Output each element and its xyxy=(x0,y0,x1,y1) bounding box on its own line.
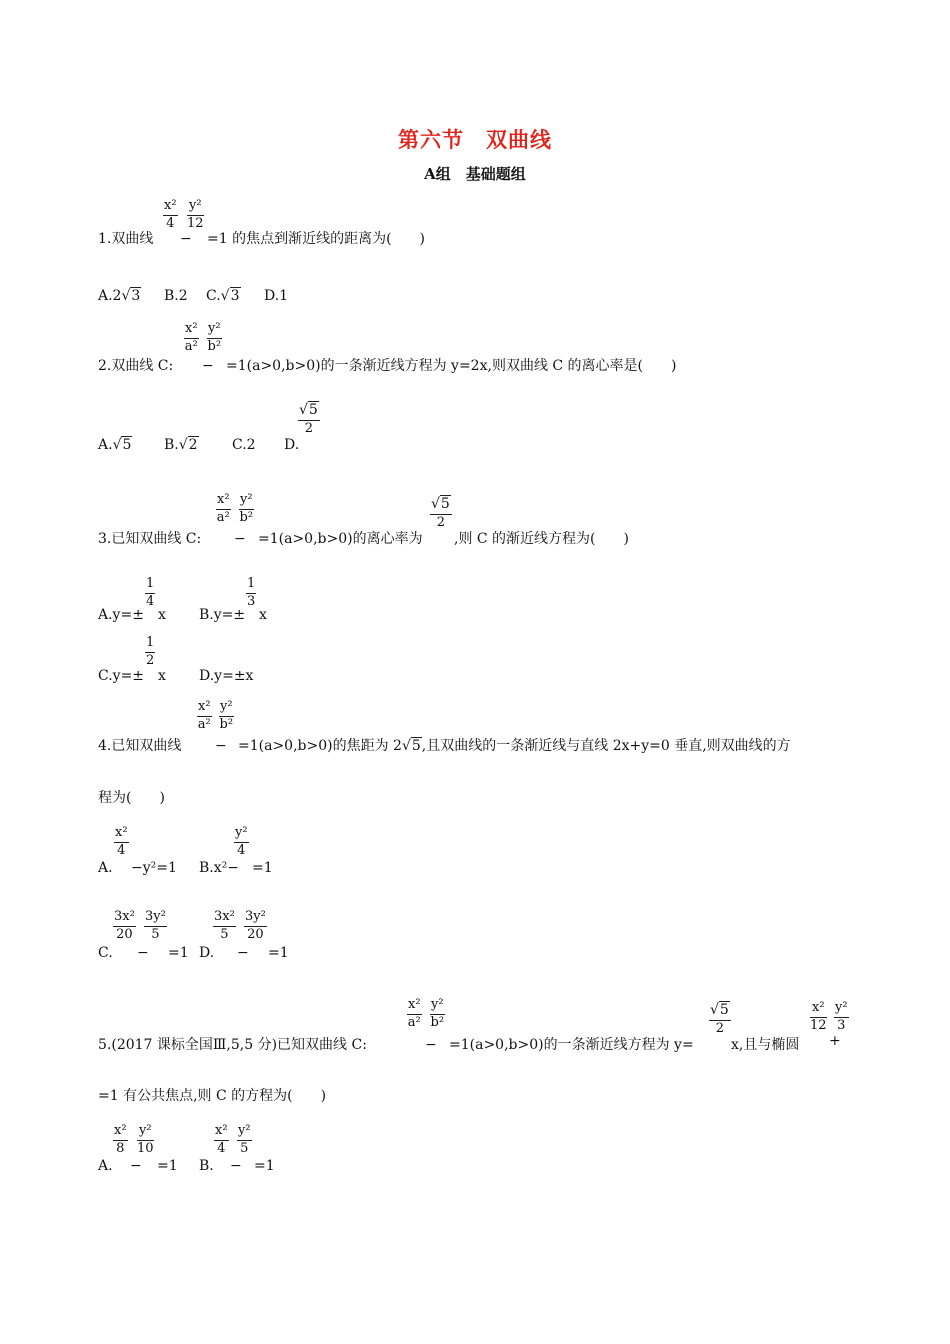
q3-eccentricity-fraction: $\frac{√5}{2}$ xyxy=(431,496,450,530)
q3-fraction-y: $\frac{\text{y²}}{\text{b²}}$ xyxy=(239,492,254,525)
q5-option-b-label[interactable]: B. xyxy=(199,1158,214,1174)
q1-option-c[interactable]: C.√3 xyxy=(206,288,240,304)
q1-fraction-x: $\frac{\text{x²}}{4}$ xyxy=(164,198,177,231)
q3-option-a-label[interactable]: A.y=± xyxy=(98,607,144,623)
q4-text-before: 4.已知双曲线 xyxy=(98,738,182,754)
q3-option-c-x: x xyxy=(158,668,166,684)
q3-option-c-fraction: $\frac{1}{2}$ xyxy=(146,635,155,668)
q5-option-a-rest: =1 xyxy=(157,1158,178,1174)
q4-option-d-fraction-2: $\frac{\text{3y²}}{20}$ xyxy=(245,909,266,942)
section-subtitle: A组 基础题组 xyxy=(424,165,526,183)
q3-option-b-label[interactable]: B.y=± xyxy=(199,607,246,623)
q1-text-after: =1 的焦点到渐近线的距离为( ) xyxy=(207,231,426,247)
q4-option-c-rest: =1 xyxy=(168,945,189,961)
q2-text-before: 2.双曲线 C: xyxy=(98,358,174,374)
q5-text-mid2: x,且与椭圆 xyxy=(731,1037,800,1053)
q4-option-d-fraction-1: $\frac{\text{3x²}}{5}$ xyxy=(214,909,235,942)
q2-fraction-x: $\frac{\text{x²}}{\text{a²}}$ xyxy=(184,321,198,354)
q4-text-mid: =1(a>0,b>0)的焦距为 2√5,且双曲线的一条渐近线与直线 2x+y=0 垂直,则双曲线的方 xyxy=(238,738,791,754)
q5-fraction-y: $\frac{\text{y²}}{\text{b²}}$ xyxy=(430,997,445,1030)
q4-option-b-rest: =1 xyxy=(252,860,273,876)
q4-minus: − xyxy=(215,738,227,754)
q3-minus: − xyxy=(234,531,246,547)
q1-minus: − xyxy=(180,231,192,247)
q5-option-b-rest: =1 xyxy=(254,1158,275,1174)
q2-fraction-y: $\frac{\text{y²}}{\text{b²}}$ xyxy=(207,321,222,354)
q5-option-b-fraction-1: $\frac{\text{x²}}{4}$ xyxy=(215,1123,228,1156)
q5-fraction-x: $\frac{\text{x²}}{\text{a²}}$ xyxy=(407,997,421,1030)
q4-option-d-rest: =1 xyxy=(268,945,289,961)
q4-fraction-x: $\frac{\text{x²}}{\text{a²}}$ xyxy=(197,699,211,732)
q5-option-a-fraction-1: $\frac{\text{x²}}{8}$ xyxy=(114,1123,127,1156)
q5-text-mid: =1(a>0,b>0)的一条渐近线方程为 y= xyxy=(449,1037,694,1053)
q5-slope-fraction: $\frac{√5}{2}$ xyxy=(710,1002,729,1036)
q3-text-before: 3.已知双曲线 C: xyxy=(98,531,202,547)
q1-text-before: 1.双曲线 xyxy=(98,231,154,247)
q1-option-b[interactable]: B.2 xyxy=(164,288,188,304)
q4-option-c-label[interactable]: C. xyxy=(98,945,113,961)
q4-option-b-fraction: $\frac{\text{y²}}{4}$ xyxy=(235,825,248,858)
q2-option-d-fraction: $\frac{√5}{2}$ xyxy=(299,402,318,436)
q5-ellipse-fraction-x: $\frac{\text{x²}}{12}$ xyxy=(810,1000,827,1033)
q5-option-a-label[interactable]: A. xyxy=(98,1158,113,1174)
q3-option-d[interactable]: D.y=±x xyxy=(199,668,254,684)
q4-option-d-label[interactable]: D. xyxy=(199,945,215,961)
q1-option-a[interactable]: A.2√3 xyxy=(98,288,141,304)
q3-option-c-label[interactable]: C.y=± xyxy=(98,668,145,684)
q5-option-b-fraction-2: $\frac{\text{y²}}{5}$ xyxy=(238,1123,251,1156)
page-title: 第六节 双曲线 xyxy=(398,127,552,152)
q3-fraction-x: $\frac{\text{x²}}{\text{a²}}$ xyxy=(216,492,230,525)
q3-option-a-fraction: $\frac{1}{4}$ xyxy=(146,576,155,609)
q4-option-c-fraction-1: $\frac{\text{3x²}}{20}$ xyxy=(114,909,135,942)
q5-minus: − xyxy=(425,1037,437,1053)
q5-text-before: 5.(2017 课标全国Ⅲ,5,5 分)已知双曲线 C: xyxy=(98,1037,367,1053)
q4-text-line2: 程为( ) xyxy=(98,790,165,806)
q5-plus: + xyxy=(829,1033,841,1049)
q5-ellipse-fraction-y: $\frac{\text{y²}}{3}$ xyxy=(835,1000,848,1033)
q1-fraction-y: $\frac{\text{y²}}{12}$ xyxy=(187,198,204,231)
q2-minus: − xyxy=(202,358,214,374)
q2-option-b[interactable]: B.√2 xyxy=(164,437,198,453)
q2-text-after: =1(a>0,b>0)的一条渐近线方程为 y=2x,则双曲线 C 的离心率是( ) xyxy=(226,358,677,374)
q4-option-a-rest: −y²=1 xyxy=(131,860,177,876)
q2-option-c[interactable]: C.2 xyxy=(232,437,256,453)
q2-option-a[interactable]: A.√5 xyxy=(98,437,132,453)
q3-option-b-fraction: $\frac{1}{3}$ xyxy=(247,576,256,609)
q5-option-b-minus: − xyxy=(230,1158,242,1174)
q4-option-c-fraction-2: $\frac{\text{3y²}}{5}$ xyxy=(145,909,166,942)
q3-option-b-x: x xyxy=(259,607,267,623)
q5-option-a-minus: − xyxy=(130,1158,142,1174)
q5-option-a-fraction-2: $\frac{\text{y²}}{10}$ xyxy=(137,1123,154,1156)
q4-fraction-y: $\frac{\text{y²}}{\text{b²}}$ xyxy=(219,699,234,732)
q4-option-a-label[interactable]: A. xyxy=(98,860,113,876)
q2-option-d-label[interactable]: D. xyxy=(284,437,300,453)
q1-option-d[interactable]: D.1 xyxy=(264,288,289,304)
q4-option-c-minus: − xyxy=(137,945,149,961)
q4-option-b-label[interactable]: B.x²− xyxy=(199,860,239,876)
q3-text-mid: =1(a>0,b>0)的离心率为 xyxy=(258,531,423,547)
q4-option-a-fraction: $\frac{\text{x²}}{4}$ xyxy=(115,825,128,858)
q5-text-line2: =1 有公共焦点,则 C 的方程为( ) xyxy=(98,1088,327,1104)
q4-option-d-minus: − xyxy=(237,945,249,961)
q3-option-a-x: x xyxy=(158,607,166,623)
q3-text-after: ,则 C 的渐近线方程为( ) xyxy=(454,531,629,547)
